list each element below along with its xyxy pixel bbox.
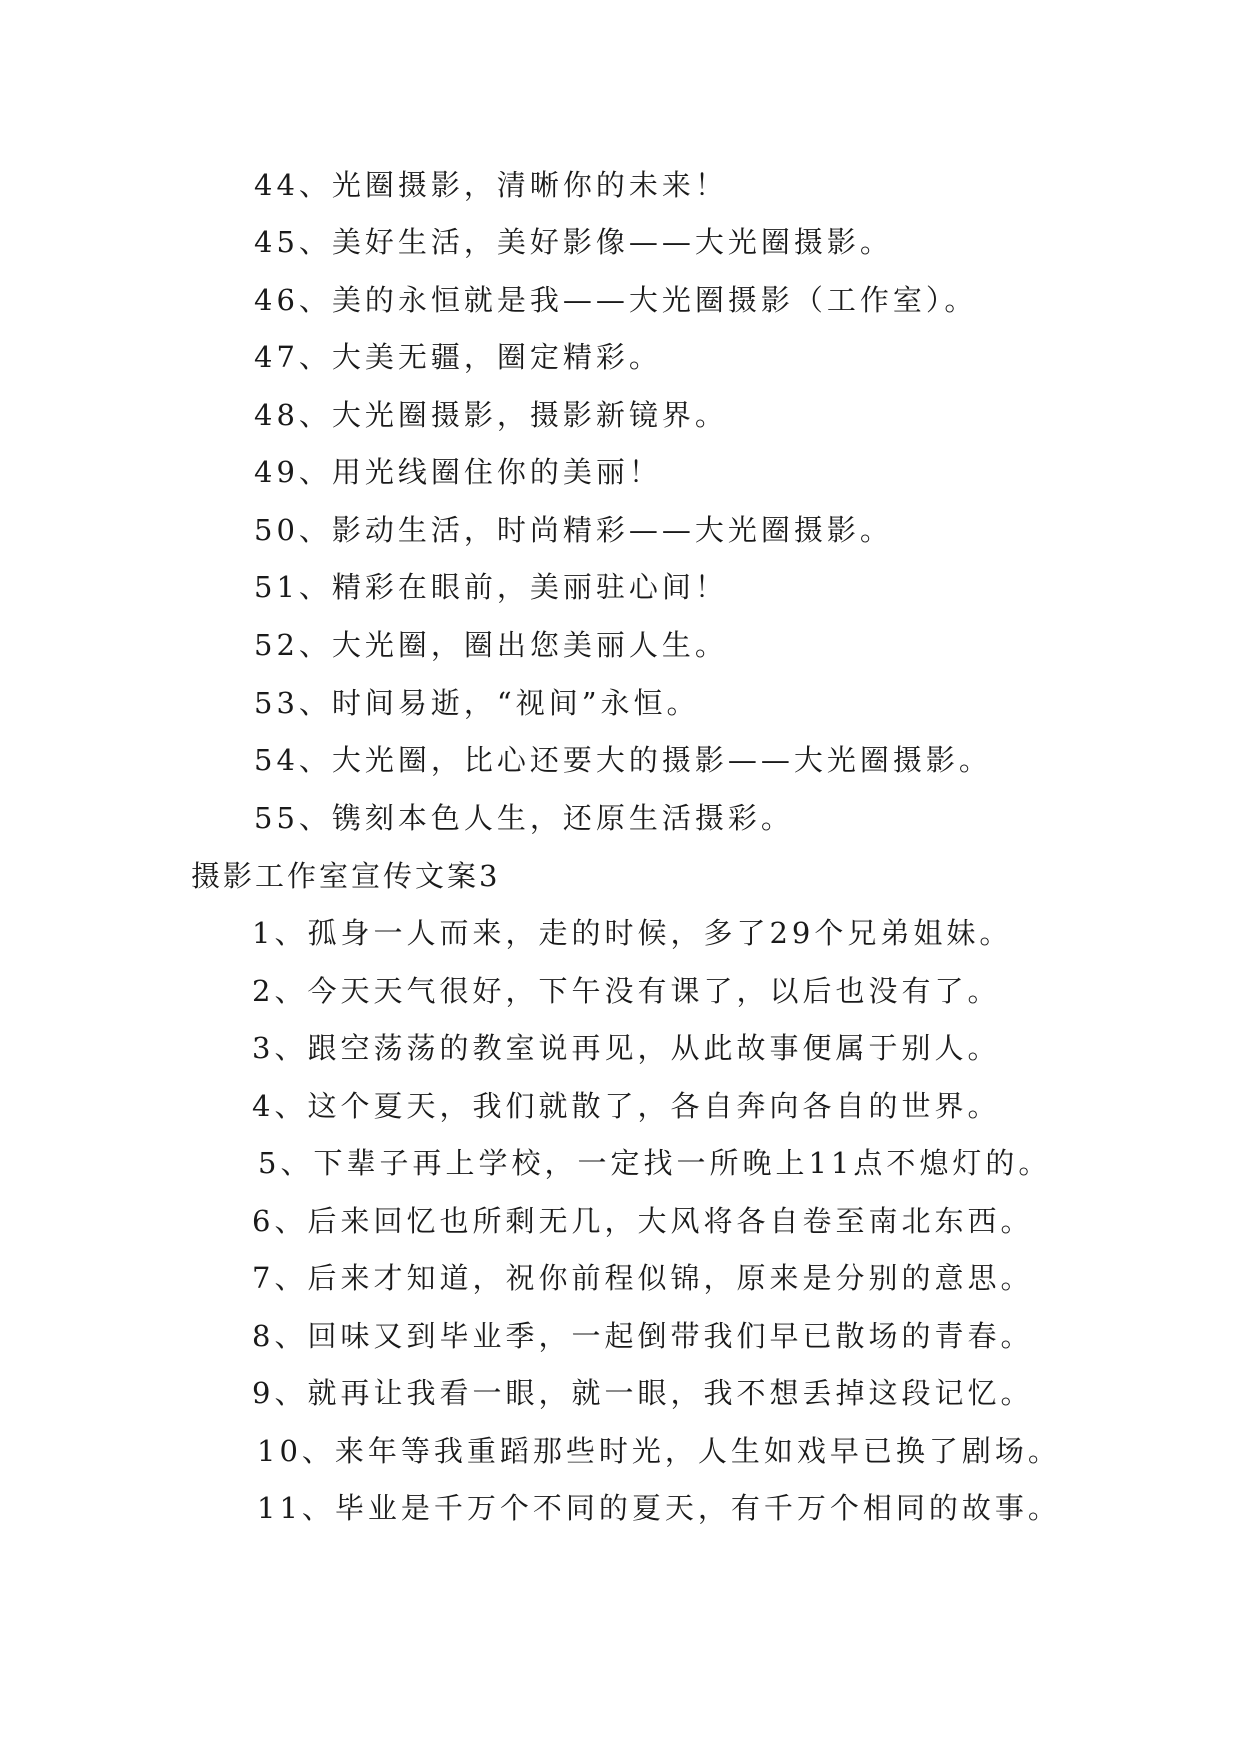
section-heading: 摄影工作室宣传文案3 [191,859,501,893]
slogan-line-53: 53、时间易逝，“视间”永恒。 [254,686,700,720]
slogan-line-47: 47、大美无疆，圈定精彩。 [254,340,662,374]
copy-line-7: 7、后来才知道，祝你前程似锦，原来是分别的意思。 [252,1261,1034,1295]
copy-line-8: 8、回味又到毕业季，一起倒带我们早已散场的青春。 [252,1319,1034,1353]
slogan-line-49: 49、用光线圈住你的美丽！ [254,455,662,489]
copy-line-1: 1、孤身一人而来，走的时候，多了29个兄弟姐妹。 [252,916,1013,950]
copy-line-3: 3、跟空荡荡的教室说再见，从此故事便属于别人。 [252,1031,1001,1065]
copy-line-10: 10、来年等我重蹈那些时光，人生如戏早已换了剧场。 [257,1434,1061,1468]
slogan-line-50: 50、影动生活，时尚精彩——大光圈摄影。 [254,513,893,547]
copy-line-6: 6、后来回忆也所剩无几，大风将各自卷至南北东西。 [252,1204,1034,1238]
slogan-line-52: 52、大光圈，圈出您美丽人生。 [254,628,728,662]
copy-line-5: 5、下辈子再上学校，一定找一所晚上11点不熄灯的。 [258,1146,1052,1180]
slogan-line-51: 51、精彩在眼前，美丽驻心间！ [254,570,728,604]
copy-line-11: 11、毕业是千万个不同的夏天，有千万个相同的故事。 [257,1491,1061,1525]
slogan-line-55: 55、镌刻本色人生，还原生活摄彩。 [254,801,794,835]
slogan-line-48: 48、大光圈摄影，摄影新镜界。 [254,398,728,432]
copy-line-2: 2、今天天气很好，下午没有课了，以后也没有了。 [252,974,1001,1008]
slogan-line-45: 45、美好生活，美好影像——大光圈摄影。 [254,225,893,259]
slogan-line-44: 44、光圈摄影，清晰你的未来！ [254,168,728,202]
copy-line-4: 4、这个夏天，我们就散了，各自奔向各自的世界。 [252,1089,1001,1123]
copy-line-9: 9、就再让我看一眼，就一眼，我不想丢掉这段记忆。 [252,1376,1034,1410]
slogan-line-46: 46、美的永恒就是我——大光圈摄影（工作室）。 [254,283,978,317]
slogan-line-54: 54、大光圈，比心还要大的摄影——大光圈摄影。 [254,743,992,777]
